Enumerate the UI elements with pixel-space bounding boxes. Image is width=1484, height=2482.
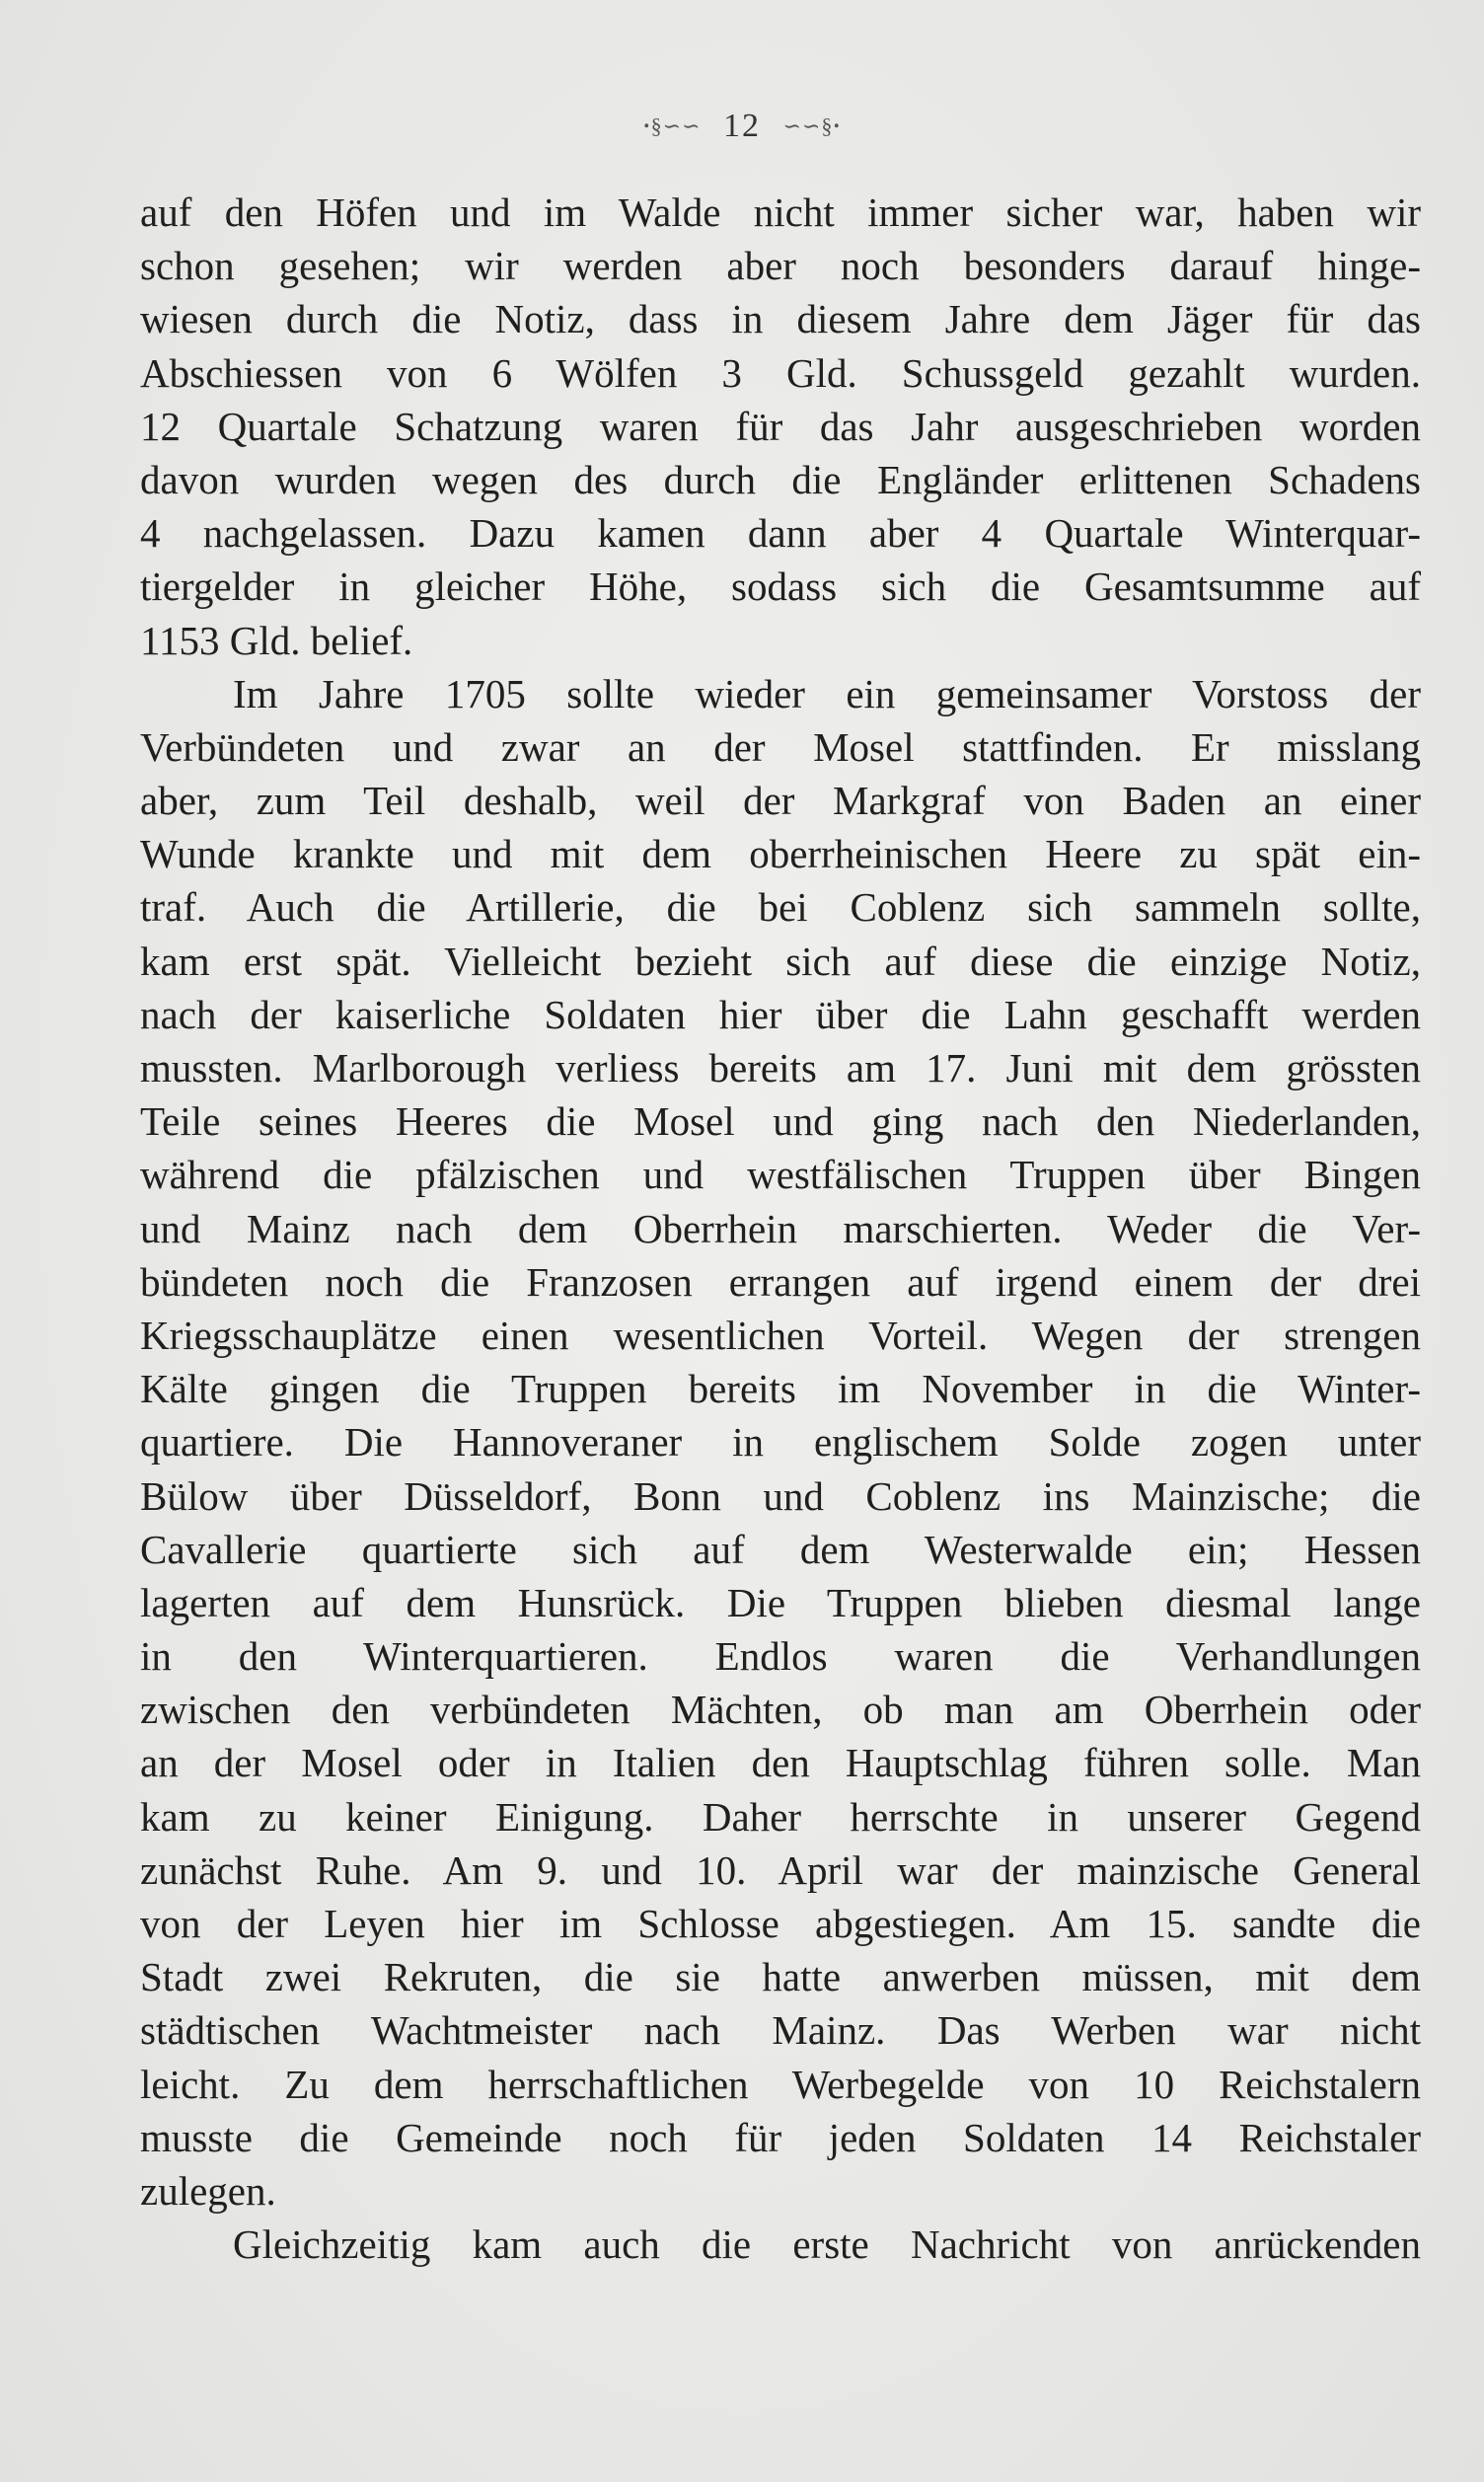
text-line: Gleichzeitig kam auch die erste Nachricht von anrückenden bbox=[233, 2221, 1421, 2268]
text-line: Stadt zwei Rekruten, die sie hatte anwerben müssen, mit dem bbox=[140, 1954, 1421, 2000]
ornament-right-icon: ∽∽§ꞏ bbox=[782, 113, 842, 139]
text-line: mussten. Marlborough verliess bereits am 17. Juni mit dem grössten bbox=[140, 1045, 1421, 1091]
text-line: leicht. Zu dem herrschaftlichen Werbegelde von 10 Reichstalern bbox=[140, 2061, 1421, 2107]
text-line: Teile seines Heeres die Mosel und ging nach den Niederlanden, bbox=[140, 1098, 1421, 1145]
text-line: kam zu keiner Einigung. Daher herrschte in unserer Gegend bbox=[140, 1793, 1421, 1840]
text-line: davon wurden wegen des durch die Engländer erlittenen Schadens bbox=[140, 456, 1421, 502]
text-line: lagerten auf dem Hunsrück. Die Truppen blieben diesmal lange bbox=[140, 1579, 1421, 1625]
text-line: musste die Gemeinde noch für jeden Soldaten 14 Reichstaler bbox=[140, 2114, 1421, 2160]
text-line: aber, zum Teil deshalb, weil der Markgraf von Baden an einer bbox=[140, 778, 1421, 824]
text-line: Bülow über Düsseldorf, Bonn und Coblenz ins Mainzische; die bbox=[140, 1472, 1421, 1519]
text-line: auf den Höfen und im Walde nicht immer sicher war, haben wir bbox=[140, 189, 1421, 235]
text-line: Im Jahre 1705 sollte wieder ein gemeinsamer Vorstoss der bbox=[233, 670, 1421, 716]
text-line: 4 nachgelassen. Dazu kamen dann aber 4 Quartale Winterquar- bbox=[140, 510, 1421, 557]
text-line: 1153 Gld. belief. bbox=[140, 617, 413, 663]
page-number: 12 bbox=[723, 108, 761, 145]
ornament-left-icon: ꞏ§∽∽ bbox=[642, 113, 702, 139]
text-line: quartiere. Die Hannoveraner in englischem Solde zogen unter bbox=[140, 1419, 1421, 1466]
text-line: und Mainz nach dem Oberrhein marschierten. Weder die Ver- bbox=[140, 1205, 1421, 1251]
text-line: 12 Quartale Schatzung waren für das Jahr ausgeschrieben worden bbox=[140, 403, 1421, 449]
page-header bbox=[0, 103, 1484, 148]
text-line: schon gesehen; wir werden aber noch besonders darauf hinge- bbox=[140, 243, 1421, 289]
text-line: Wunde krankte und mit dem oberrheinischen Heere zu spät ein- bbox=[140, 831, 1421, 877]
text-line: traf. Auch die Artillerie, die bei Coblenz sich sammeln sollte, bbox=[140, 884, 1421, 931]
text-line: nach der kaiserliche Soldaten hier über die Lahn geschafft werden bbox=[140, 991, 1421, 1037]
text-line: während die pfälzischen und westfälischen Truppen über Bingen bbox=[140, 1152, 1421, 1198]
text-line: zwischen den verbündeten Mächten, ob man am Oberrhein oder bbox=[140, 1687, 1421, 1733]
text-line: städtischen Wachtmeister nach Mainz. Das Werben war nicht bbox=[140, 2007, 1421, 2054]
text-line: Kriegsschauplätze einen wesentlichen Vorteil. Wegen der strengen bbox=[140, 1312, 1421, 1358]
text-line: tiergelder in gleicher Höhe, sodass sich die Gesamtsumme auf bbox=[140, 564, 1421, 610]
body-text bbox=[140, 186, 1421, 2271]
text-line: zunächst Ruhe. Am 9. und 10. April war der mainzische General bbox=[140, 1846, 1421, 1893]
text-line: zulegen. bbox=[140, 2167, 276, 2214]
text-line: von der Leyen hier im Schlosse abgestiegen. Am 15. sandte die bbox=[140, 1901, 1421, 1946]
text-line: Cavallerie quartierte sich auf dem Westerwalde ein; Hessen bbox=[140, 1526, 1421, 1572]
text-line: Kälte gingen die Truppen bereits im November in die Winter- bbox=[140, 1366, 1421, 1412]
text-line: in den Winterquartieren. Endlos waren die Verhandlungen bbox=[140, 1633, 1421, 1680]
text-line: an der Mosel oder in Italien den Hauptschlag führen solle. Man bbox=[140, 1740, 1421, 1786]
text-line: wiesen durch die Notiz, dass in diesem Jahre dem Jäger für das bbox=[140, 296, 1421, 342]
text-line: kam erst spät. Vielleicht bezieht sich auf diese die einzige Notiz, bbox=[140, 938, 1421, 984]
text-line: bündeten noch die Franzosen errangen auf irgend einem der drei bbox=[140, 1258, 1421, 1305]
text-line: Verbündeten und zwar an der Mosel stattfinden. Er misslang bbox=[140, 723, 1421, 770]
text-line: Abschiessen von 6 Wölfen 3 Gld. Schussgeld gezahlt wurden. bbox=[140, 349, 1421, 396]
